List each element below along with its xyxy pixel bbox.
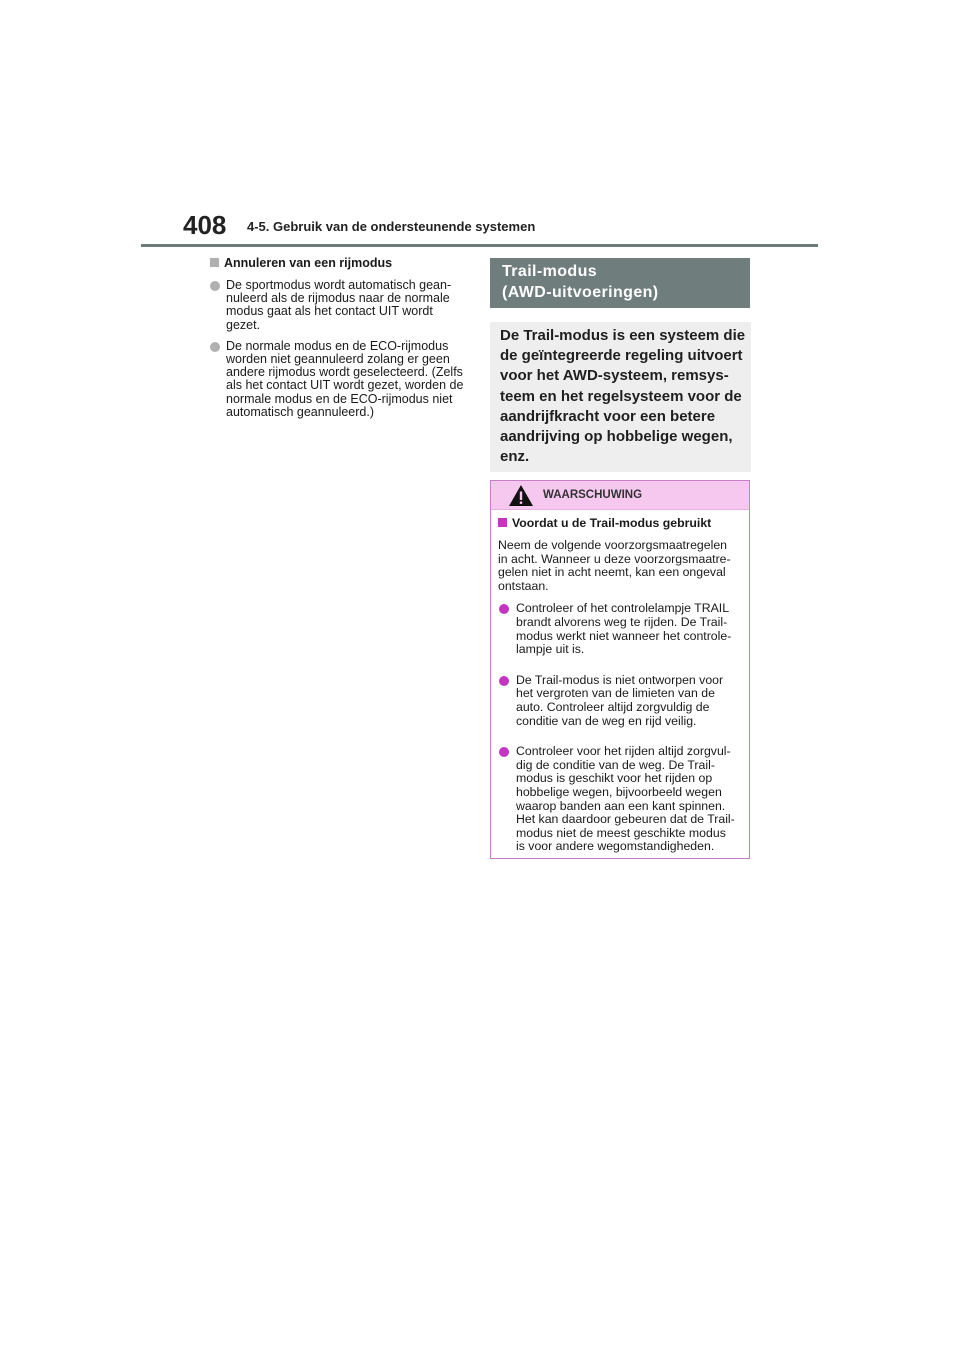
square-bullet-icon	[498, 518, 507, 527]
round-bullet-icon	[210, 342, 220, 352]
list-item: De sportmodus wordt automatisch gean- nuleerd als de rijmodus naar de normale modus gaat als het contact UIT wordt gezet.	[210, 279, 470, 332]
warning-intro-text: Neem de volgende voorzorgsmaatregelen in acht. Wanneer u deze voorzorgsmaatre- gelen niet in acht neemt, kan een ongeval ontstaan.	[498, 538, 731, 593]
list-item: Controleer of het controlelampje TRAIL brandt alvorens weg te rijden. De Trail- modus werkt niet wanneer het controle- lampje uit is.	[498, 602, 741, 656]
warning-box	[490, 480, 750, 859]
warning-header	[491, 481, 749, 510]
warning-triangle-icon	[508, 484, 534, 507]
warning-body	[491, 510, 749, 854]
trail-mode-title-box	[490, 258, 750, 308]
cancel-drive-mode-heading: Annuleren van een rijmodus	[210, 256, 470, 271]
page-number: 408	[183, 210, 227, 240]
header-divider	[141, 244, 818, 247]
left-column	[210, 256, 470, 427]
list-item: De Trail-modus is niet ontworpen voor het vergroten van de limieten van de auto. Controleer altijd zorgvuldig de conditie van de weg en rijd veilig.	[498, 674, 741, 728]
round-bullet-icon	[499, 676, 509, 686]
warning-subheading: Voordat u de Trail-modus gebruikt	[498, 516, 741, 530]
trail-title-line: (AWD-uitvoeringen)	[502, 284, 659, 301]
warning-title: WAARSCHUWING	[543, 489, 643, 501]
round-bullet-icon	[499, 747, 509, 757]
list-item: De normale modus en de ECO-rijmodus worden niet geannuleerd zolang er geen andere rijmodus wordt geselecteerd. (Zelfs als het contact UIT wordt gezet, worden de normale modus en de ECO-rijmodus niet automatisch geannuleerd.)	[210, 340, 470, 419]
list-item: Controleer voor het rijden altijd zorgvul- dig de conditie van de weg. De Trail- modus is geschikt voor het rijden op hobbelige wegen, bijvoorbeeld wegen waarop banden aan een kant spinnen. Het kan daardoor gebeuren dat de Trail- modus niet de meest geschikte modus is voor andere wegomstandigheden.	[498, 745, 741, 854]
round-bullet-icon	[210, 281, 220, 291]
round-bullet-icon	[499, 604, 509, 614]
square-bullet-icon	[210, 258, 219, 267]
trail-title-line: Trail-modus	[502, 263, 598, 280]
trail-intro-box: De Trail-modus is een systeem die de geïntegreerde regeling uitvoert voor het AWD-systeem, remsys- teem en het regelsysteem voor de aandrijfkracht voor een betere aandrijving op hobbelige wegen, enz.	[490, 322, 751, 472]
section-title: 4-5. Gebruik van de ondersteunende systemen	[247, 219, 536, 234]
